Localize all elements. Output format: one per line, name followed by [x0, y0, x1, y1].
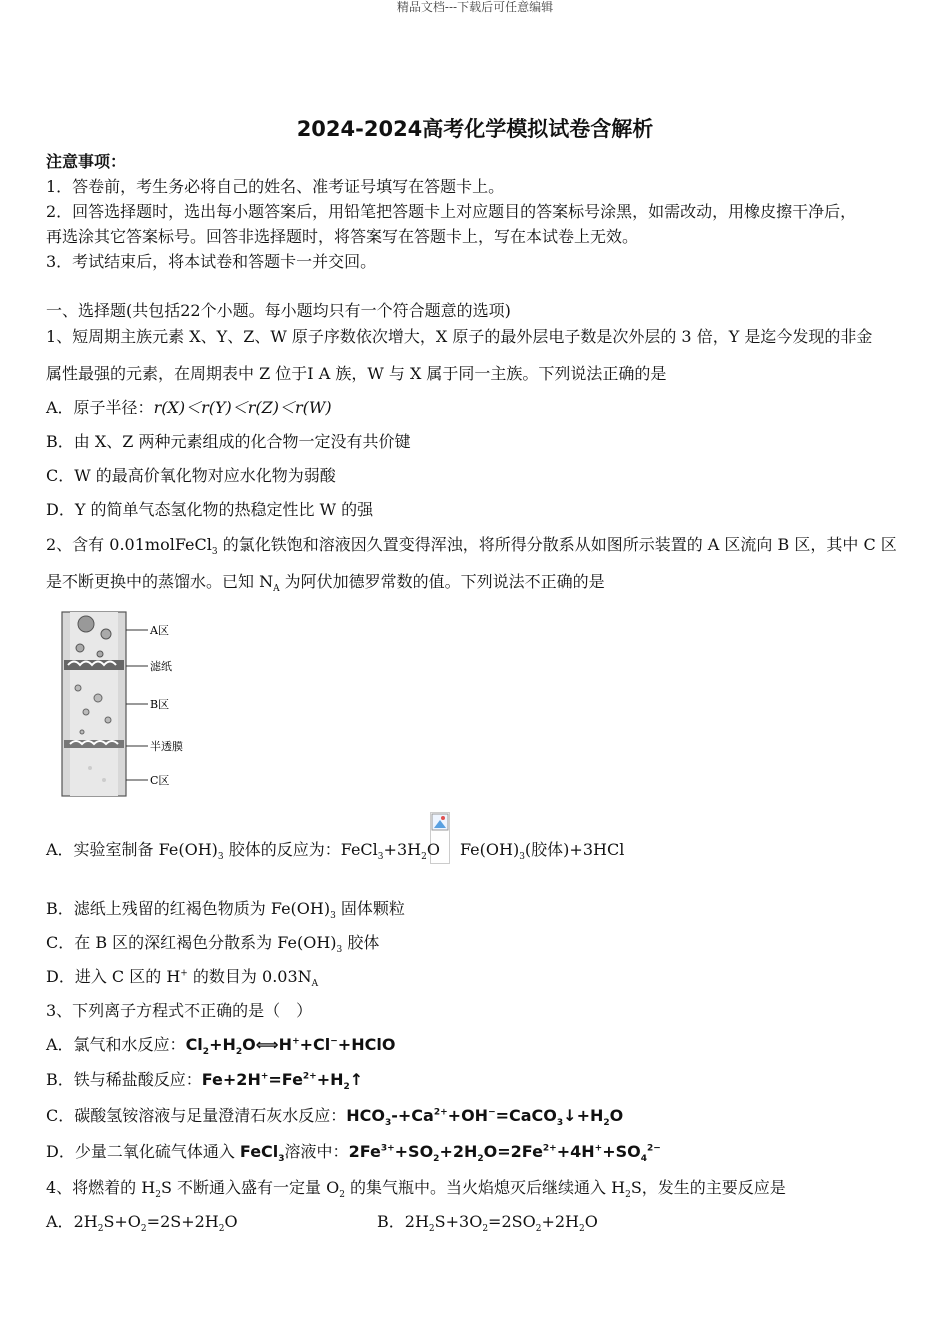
section-heading: 一、选择题(共包括22个小题。每小题均只有一个符合题意的选项): [46, 301, 511, 320]
q2-a-s1: 3: [217, 852, 224, 863]
q4-b-label: B．: [377, 1212, 405, 1231]
q2-option-c: [46, 933, 380, 956]
notice-item-3: 再选涂其它答案标号。回答非选择题时，将答案写在答题卡上，写在本试卷上无效。: [46, 227, 639, 246]
q4-a-label: A．: [46, 1212, 74, 1231]
figure-label-a: A区: [150, 624, 169, 637]
q1-option-a-label: A．原子半径：: [46, 398, 154, 417]
q2-a-s3: 2: [421, 852, 427, 863]
q2-stem-2-sub: A: [273, 584, 280, 595]
q2-stem-1-a: 2、含有 0.01molFeCl: [46, 535, 212, 554]
q4-stem-b: S 不断通入盛有一定量 O: [160, 1178, 340, 1197]
q4-option-a: A．$2H_2S+O_2=2S+2H_2O$: [46, 1212, 238, 1235]
q2-a-pre: A．实验室制备 Fe(OH): [46, 840, 218, 859]
q2-a-mid: 胶体的反应为：FeCl: [223, 840, 378, 859]
q3-c-label: C．碳酸氢铵溶液与足量澄清石灰水反应：: [46, 1106, 347, 1125]
q4-stem-d: S，发生的主要反应是: [630, 1178, 786, 1197]
q2-d-sub: A: [311, 979, 319, 990]
q3-option-d: D．少量二氧化硫气体通入 FeCl$_3$溶液中：$2Fe^{3+}+SO_2+2H_2O=2Fe^{2+}+4H^++SO_4^{2-}$: [46, 1142, 661, 1165]
q2-c-pre: C．在 B 区的深红褐色分散系为 Fe(OH): [46, 933, 337, 952]
q1-stem-1: 1、短周期主族元素 X、Y、Z、W 原子序数依次增大，X 原子的最外层电子数是次外层的 3 倍，Y 是迄今发现的非金: [46, 327, 873, 346]
q4-sub-1: 2: [155, 1190, 161, 1201]
q2-b-pre: B．滤纸上残留的红褐色物质为 Fe(OH): [46, 899, 331, 918]
q2-d-sup: +: [180, 968, 188, 979]
q1-option-d: D．Y 的简单气态氢化物的热稳定性比 W 的强: [46, 500, 374, 519]
q2-option-a: [46, 840, 625, 863]
q2-a-post2: (胶体)+3HCl: [524, 840, 625, 859]
q2-a-s4: 3: [519, 852, 525, 863]
notice-item-1: 1．答卷前，考生务必将自己的姓名、准考证号填写在答题卡上。: [46, 177, 505, 196]
q2-c-sub: 3: [336, 945, 343, 956]
q3-option-c: C．碳酸氢铵溶液与足量澄清石灰水反应：$HCO_3-+Ca^{2+}+OH^-=CaCO_3↓+H_2O$: [46, 1106, 624, 1129]
q2-stem-1-sub: 3: [211, 547, 218, 558]
notice-item-4: 3．考试结束后，将本试卷和答题卡一并交回。: [46, 252, 377, 271]
q2-stem-1-b: 的氯化铁饱和溶液因久置变得浑浊，将所得分散系从如图所示装置的 A 区流向 B 区，其中 C 区: [217, 535, 897, 554]
q3-option-b: B．铁与稀盐酸反应：$Fe+2H^+=Fe^{2+}+H_2↑$: [46, 1070, 364, 1093]
q4-stem: [46, 1178, 786, 1201]
q2-stem-1: [46, 535, 897, 558]
q2-b-sub: 3: [330, 911, 336, 922]
q2-stem-2-a: 是不断更换中的蒸馏水。已知 N: [46, 572, 274, 591]
q1-option-a: [46, 398, 332, 418]
q1-option-a-formula: r(X)＜r(Y)＜r(Z)＜r(W): [153, 398, 332, 417]
dialysis-apparatus-figure: [60, 608, 190, 804]
page-title: 2024-2024高考化学模拟试卷含解析: [296, 117, 654, 141]
q2-stem-2-b: 为阿伏加德罗常数的值。下列说法不正确的是: [279, 572, 605, 591]
q2-a-mid3: O: [426, 840, 440, 859]
q2-a-post1: Fe(OH): [459, 840, 520, 859]
figure-label-c: C区: [150, 774, 170, 787]
figure-label-filter: 滤纸: [150, 660, 172, 673]
q1-option-b: B．由 X、Z 两种元素组成的化合物一定没有共价键: [46, 432, 411, 451]
q3-d-label: D．少量二氧化硫气体通入: [46, 1142, 240, 1161]
q2-d-mid: 的数目为 0.03N: [187, 967, 312, 986]
q3-stem: 3、下列离子方程式不正确的是（ ）: [46, 1001, 313, 1020]
q4-sub-3: 2: [625, 1190, 631, 1201]
header-note: 精品文档---下载后可任意编辑: [396, 0, 554, 14]
figure-label-membrane: 半透膜: [150, 740, 183, 753]
q2-option-d: [46, 967, 319, 990]
q3-b-label: B．铁与稀盐酸反应：: [46, 1070, 202, 1089]
figure-label-b: B区: [150, 698, 170, 711]
q2-b-post: 固体颗粒: [335, 899, 405, 918]
q2-a-mid2: +3H: [383, 840, 422, 859]
q4-option-b: B．$2H_2S+3O_2=2SO_2+2H_2O$: [377, 1212, 598, 1235]
q1-stem-2: 属性最强的元素，在周期表中 Z 位于Ⅰ A 族，W 与 X 属于同一主族。下列说法正确的是: [46, 364, 667, 383]
notice-heading: 注意事项：: [46, 152, 127, 171]
q2-d-pre: D．进入 C 区的 H: [46, 967, 181, 986]
q4-sub-2: 2: [339, 1190, 345, 1201]
q4-stem-a: 4、将燃着的 H: [46, 1178, 156, 1197]
q3-option-a: A．氯气和水反应：$Cl_2+H_2O⟺H^++Cl^-+HClO$: [46, 1035, 396, 1058]
q3-a-label: A．氯气和水反应：: [46, 1035, 186, 1054]
q2-stem-2: [46, 572, 605, 595]
q2-c-post: 胶体: [342, 933, 380, 952]
q1-option-c: C．W 的最高价氧化物对应水化物为弱酸: [46, 466, 336, 485]
notice-item-2: 2．回答选择题时，选出每小题答案后，用铅笔把答题卡上对应题目的答案标号涂黑，如需改动，用橡皮擦干净后，: [46, 202, 857, 221]
q4-stem-c: 的集气瓶中。当火焰熄灭后继续通入 H: [344, 1178, 626, 1197]
q2-a-s2: 3: [377, 852, 384, 863]
q2-option-b: [46, 899, 405, 922]
